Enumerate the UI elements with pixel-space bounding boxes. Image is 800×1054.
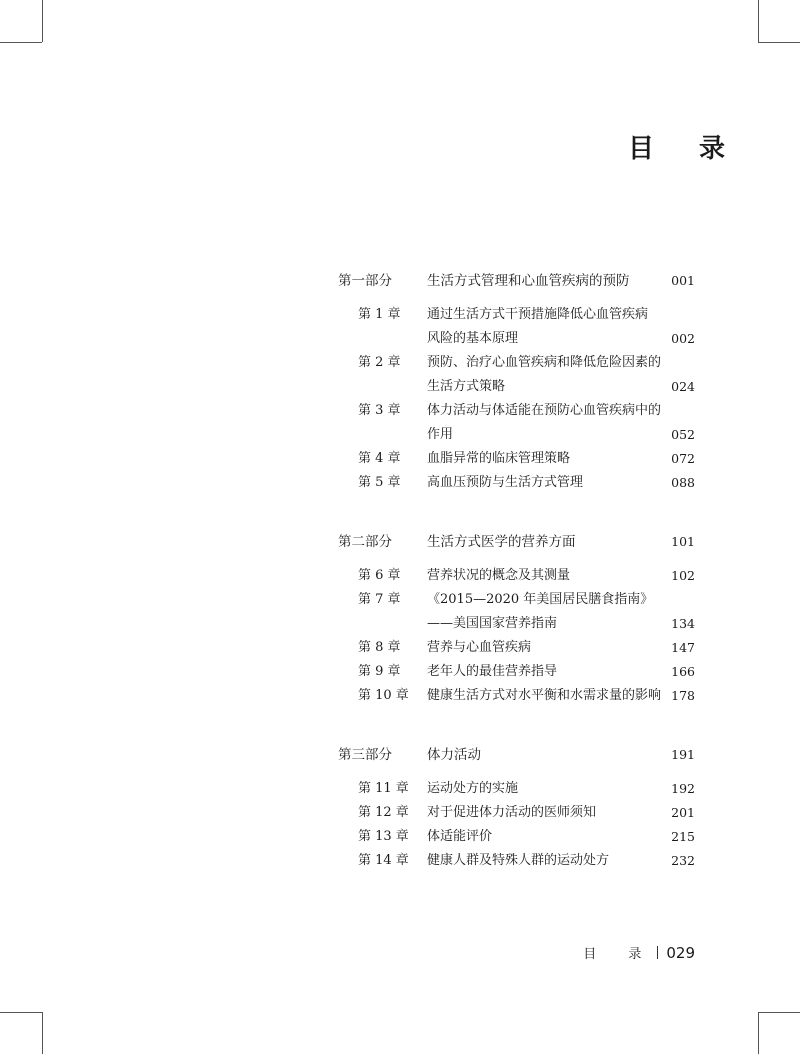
chapter-label: 第 14 章 — [358, 853, 409, 868]
toc-chapter-row[interactable] — [0, 778, 800, 800]
crop-mark — [758, 1012, 759, 1054]
chapter-title: 老年人的最佳营养指导 — [427, 664, 558, 679]
chapter-label: 第 9 章 — [358, 664, 401, 679]
toc-chapter-row[interactable] — [0, 685, 800, 707]
chapter-page-number: 072 — [671, 451, 695, 466]
chapter-title: 风险的基本原理 — [427, 331, 519, 346]
page-title: 目 录 — [628, 134, 744, 164]
chapter-title: 预防、治疗心血管疾病和降低危险因素的 — [427, 355, 662, 370]
chapter-page-number: 134 — [671, 616, 695, 631]
toc-chapter-row[interactable] — [0, 661, 800, 683]
chapter-title: 营养状况的概念及其测量 — [427, 568, 571, 583]
chapter-title: 运动处方的实施 — [427, 781, 519, 796]
chapter-page-number: 192 — [671, 781, 695, 796]
chapter-title: 高血压预防与生活方式管理 — [427, 475, 584, 490]
part-label: 第三部分 — [338, 747, 392, 763]
toc-chapter-row[interactable] — [0, 589, 800, 611]
part-title: 生活方式医学的营养方面 — [427, 534, 576, 550]
footer-title: 目 录 — [583, 947, 656, 962]
chapter-page-number: 215 — [671, 829, 695, 844]
chapter-page-number: 166 — [671, 664, 695, 679]
part-label: 第二部分 — [338, 534, 392, 550]
page-footer — [583, 942, 695, 964]
chapter-label: 第 1 章 — [358, 307, 401, 322]
part-title: 生活方式管理和心血管疾病的预防 — [427, 273, 630, 289]
chapter-page-number: 088 — [671, 475, 695, 490]
chapter-page-number: 201 — [671, 805, 695, 820]
toc-chapter-row[interactable] — [0, 472, 800, 494]
toc-chapter-row[interactable] — [0, 424, 800, 446]
footer-page-number: 029 — [666, 944, 695, 962]
toc-chapter-row[interactable] — [0, 328, 800, 350]
chapter-page-number: 232 — [671, 853, 695, 868]
crop-mark — [42, 1012, 43, 1054]
chapter-title: 血脂异常的临床管理策略 — [427, 451, 571, 466]
toc-chapter-row[interactable] — [0, 826, 800, 848]
chapter-label: 第 2 章 — [358, 355, 401, 370]
chapter-label: 第 12 章 — [358, 805, 409, 820]
part-page-number: 001 — [671, 273, 695, 288]
toc-chapter-row[interactable] — [0, 352, 800, 374]
chapter-page-number: 052 — [671, 427, 695, 442]
chapter-label: 第 6 章 — [358, 568, 401, 583]
chapter-label: 第 3 章 — [358, 403, 401, 418]
crop-mark — [758, 1012, 800, 1013]
chapter-label: 第 4 章 — [358, 451, 401, 466]
part-label: 第一部分 — [338, 273, 392, 289]
chapter-label: 第 5 章 — [358, 475, 401, 490]
chapter-label: 第 10 章 — [358, 688, 409, 703]
chapter-title: 通过生活方式干预措施降低心血管疾病 — [427, 307, 649, 322]
chapter-title: 健康人群及特殊人群的运动处方 — [427, 853, 610, 868]
chapter-title: 生活方式策略 — [427, 379, 506, 394]
part-page-number: 101 — [671, 534, 695, 549]
toc-chapter-row[interactable] — [0, 637, 800, 659]
crop-mark — [758, 42, 800, 43]
crop-mark — [758, 0, 759, 42]
part-title: 体力活动 — [427, 747, 481, 763]
toc-part-row[interactable] — [0, 270, 800, 292]
chapter-title: 对于促进体力活动的医师须知 — [427, 805, 597, 820]
toc-chapter-row[interactable] — [0, 802, 800, 824]
chapter-title: 体力活动与体适能在预防心血管疾病中的 — [427, 403, 662, 418]
chapter-title: 营养与心血管疾病 — [427, 640, 532, 655]
toc-part-row[interactable] — [0, 531, 800, 553]
chapter-label: 第 13 章 — [358, 829, 409, 844]
crop-mark — [0, 1012, 42, 1013]
chapter-page-number: 002 — [671, 331, 695, 346]
chapter-page-number: 178 — [671, 688, 695, 703]
toc-chapter-row[interactable] — [0, 376, 800, 398]
chapter-title: 作用 — [427, 427, 454, 442]
chapter-page-number: 147 — [671, 640, 695, 655]
toc-chapter-row[interactable] — [0, 850, 800, 872]
toc-chapter-row[interactable] — [0, 304, 800, 326]
toc-chapter-row[interactable] — [0, 565, 800, 587]
chapter-title: 健康生活方式对水平衡和水需求量的影响 — [427, 688, 662, 703]
chapter-label: 第 7 章 — [358, 592, 401, 607]
chapter-title: ——美国国家营养指南 — [427, 616, 558, 631]
chapter-page-number: 024 — [671, 379, 695, 394]
chapter-title: 《2015—2020 年美国居民膳食指南》 — [427, 592, 654, 607]
chapter-title: 体适能评价 — [427, 829, 493, 844]
crop-mark — [0, 42, 42, 43]
toc-chapter-row[interactable] — [0, 400, 800, 422]
chapter-page-number: 102 — [671, 568, 695, 583]
toc-part-row[interactable] — [0, 744, 800, 766]
part-page-number: 191 — [671, 747, 695, 762]
toc-chapter-row[interactable] — [0, 448, 800, 470]
toc-chapter-row[interactable] — [0, 613, 800, 635]
chapter-label: 第 8 章 — [358, 640, 401, 655]
crop-mark — [42, 0, 43, 42]
footer-divider — [657, 946, 658, 959]
chapter-label: 第 11 章 — [358, 781, 409, 796]
